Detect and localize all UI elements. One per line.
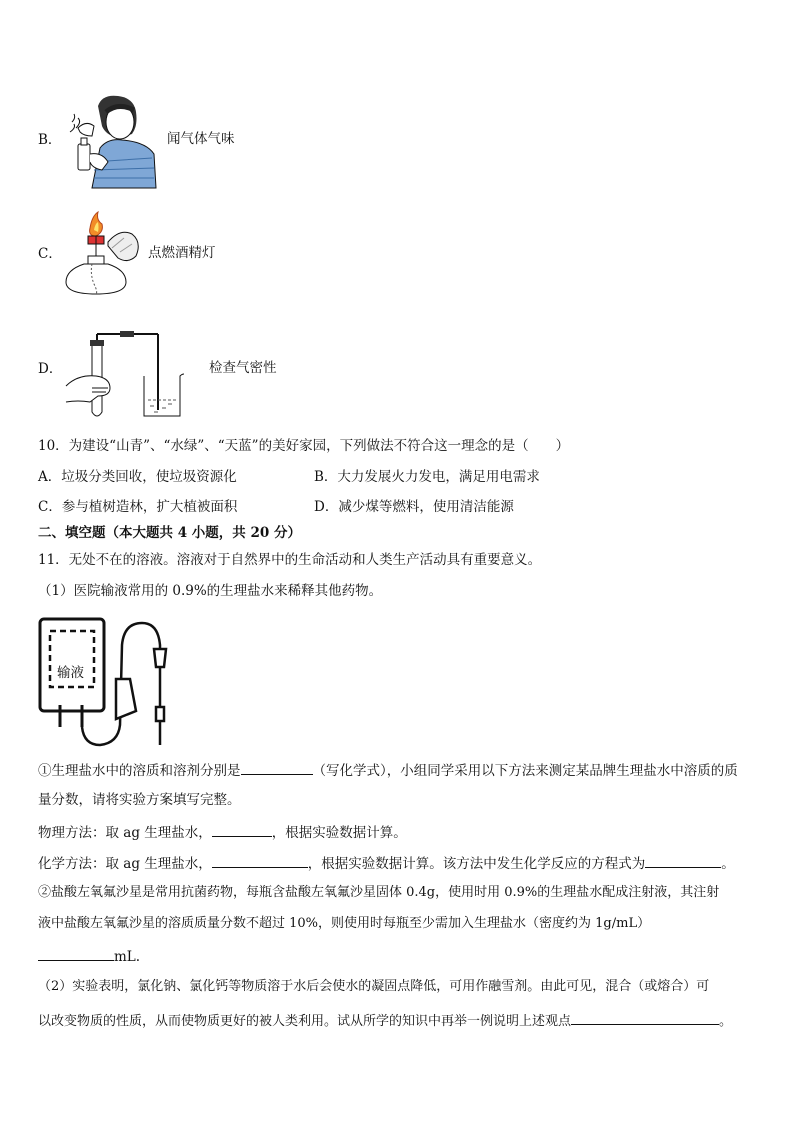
q11-item1-line1-text-a: ①生理盐水中的溶质和溶剂分别是: [38, 763, 241, 779]
q10-stem: 10．为建设“山青”、“水绿”、“天蓝”的美好家园，下列做法不符合这一理念的是（ ）: [38, 438, 570, 454]
iv-bag-label: 输液: [57, 665, 84, 681]
physical-method-text-b: ，根据实验数据计算。: [271, 825, 407, 841]
section-heading: 二、填空题（本大题共 4 小题，共 20 分）: [38, 525, 301, 541]
alcohol-lamp-illustration: [62, 212, 144, 298]
airtightness-check-illustration: [62, 330, 192, 422]
iv-drip-illustration: [38, 615, 178, 750]
answer-blank-chemical-method[interactable]: [212, 853, 308, 868]
q11-stem: 11．无处不在的溶液。溶液对于自然界中的生命活动和人类生产活动具有重要意义。: [38, 552, 542, 568]
q11-part2-line2-text-b: 。: [719, 1014, 733, 1029]
smelling-gas-illustration: [62, 92, 158, 188]
option-b-text: 闻气体气味: [167, 131, 235, 147]
physical-method-line: [38, 822, 407, 842]
q11-part2-line2-text-a: 以改变物质的性质，从而使物质更好的被人类利用。试从所学的知识中再举一例说明上述观点: [38, 1014, 572, 1029]
q11-item2-line3: [38, 946, 140, 966]
q10-option-b: B．大力发展火力发电，满足用电需求: [314, 469, 540, 485]
q11-item1-line1-text-b: （写化学式），小组同学采用以下方法来测定某品牌生理盐水中溶质的质: [312, 763, 738, 779]
option-d-label: D．: [38, 361, 63, 377]
q11-item2-line2: 液中盐酸左氧氟沙星的溶质质量分数不超过 10%，则使用时每瓶至少需加入生理盐水（密度约为 1g/mL）: [38, 916, 651, 931]
q11-part1: （1）医院输液常用的 0.9%的生理盐水来稀释其他药物。: [38, 583, 383, 599]
option-c-text: 点燃酒精灯: [148, 245, 216, 261]
answer-blank-example[interactable]: [571, 1010, 719, 1025]
answer-blank-physical-method[interactable]: [212, 822, 272, 837]
option-c-label: C．: [38, 246, 62, 262]
option-b-label: B．: [38, 132, 62, 148]
q11-part2-line2: [38, 1010, 732, 1031]
answer-blank-volume[interactable]: [38, 946, 114, 961]
physical-method-text-a: 物理方法：取 ag 生理盐水，: [38, 825, 212, 841]
chemical-method-text-b: ，根据实验数据计算。该方法中发生化学反应的方程式为: [307, 856, 646, 872]
answer-blank-solute-solvent[interactable]: [241, 760, 313, 775]
q11-item2-line1: ②盐酸左氧氟沙星是常用抗菌药物，每瓶含盐酸左氧氟沙星固体 0.4g，使用时用 0.9%的生理盐水配成注射液，其注射: [38, 885, 720, 900]
chemical-method-text-c: 。: [721, 856, 735, 872]
chemical-method-text-a: 化学方法：取 ag 生理盐水，: [38, 856, 212, 872]
answer-blank-equation[interactable]: [645, 853, 721, 868]
q11-item1-line2: 量分数，请将实验方案填写完整。: [38, 792, 241, 808]
chemical-method-line: [38, 853, 735, 873]
q11-item2-unit: mL.: [114, 949, 141, 965]
q10-option-a: A．垃圾分类回收，使垃圾资源化: [38, 469, 237, 485]
option-d-text: 检查气密性: [209, 360, 277, 376]
q10-option-d: D．减少煤等燃料，使用清洁能源: [314, 499, 514, 515]
q11-part2-line1: （2）实验表明，氯化钠、氯化钙等物质溶于水后会使水的凝固点降低，可用作融雪剂。由此可见，混合（或熔合）可: [38, 979, 710, 994]
q11-item1-line1: [38, 760, 738, 780]
q10-option-c: C．参与植树造林，扩大植被面积: [38, 499, 238, 515]
